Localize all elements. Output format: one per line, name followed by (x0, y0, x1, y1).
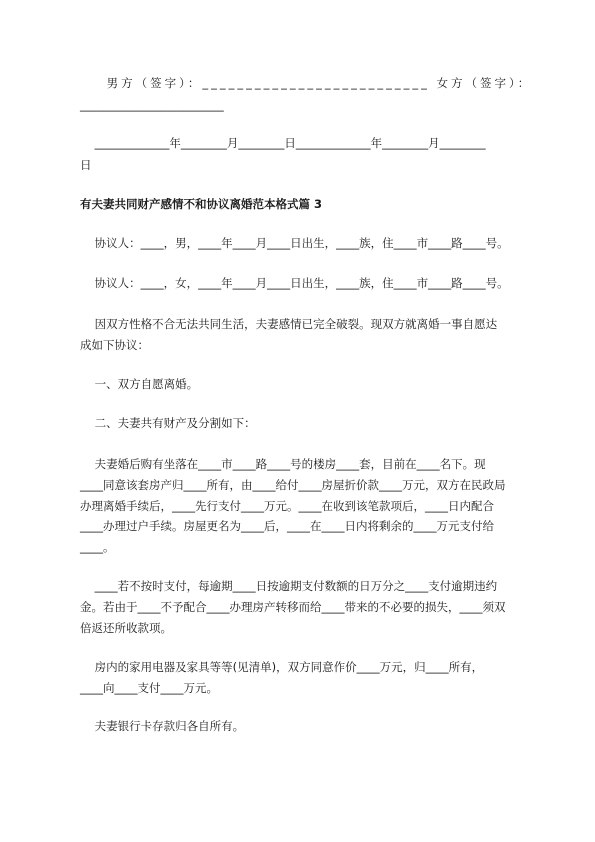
paragraph: ____同意该套房产归____所有，由____给付____房屋折价款____万元，双方在民政局 (80, 478, 506, 492)
paragraph: 办理离婚手续后，____先行支付____万元。____在收到该笔款项后，____日内配合 (80, 499, 494, 513)
paragraph: 协议人：____，女，____年____月____日出生，____族，住____市____路____号。 (80, 276, 509, 290)
date-line: _____________年________月________日_____________年________月________ (80, 136, 486, 150)
paragraph: ____。 (80, 540, 115, 554)
paragraph: 一、双方自愿离婚。 (80, 377, 199, 391)
paragraph: 因双方性格不合无法共同生活，夫妻感情已完全破裂。现双方就离婚一事自愿达 (80, 317, 498, 331)
paragraph: 二、夫妻共有财产及分割如下： (80, 416, 256, 430)
paragraph: 倍返还所收款项。 (80, 621, 172, 635)
paragraph: 房内的家用电器及家具等等(见清单)，双方同意作价____万元，归____所有， (80, 660, 484, 674)
paragraph: ____办理过户手续。房屋更名为____后，____在____日内将剩余的____万元支付给 (80, 519, 494, 533)
paragraph: ____若不按时支付，每逾期____日按逾期支付数额的日万分之____支付逾期违约 (80, 579, 498, 593)
signature-line: _________________________ (80, 98, 224, 112)
paragraph: 协议人：____，男，____年____月____日出生，____族，住____市____路____号。 (80, 236, 509, 250)
paragraph: 金。若由于____不予配合____办理房产转移而给____带来的不必要的损失，____须双 (80, 600, 506, 614)
signature-line: 男方（签字）：__________________________ 女方（签字）： (80, 76, 533, 90)
section-title: 有夫妻共同财产感情不和协议离婚范本格式篇 3 (80, 197, 323, 211)
paragraph: ____向____支付____万元。 (80, 681, 218, 695)
paragraph: 成如下协议： (80, 338, 149, 352)
paragraph: 夫妻银行卡存款归各自所有。 (80, 719, 245, 733)
paragraph: 夫妻婚后购有坐落在____市____路____号的楼房____套，目前在____名下。现 (80, 457, 486, 471)
date-line: 日 (80, 158, 92, 172)
